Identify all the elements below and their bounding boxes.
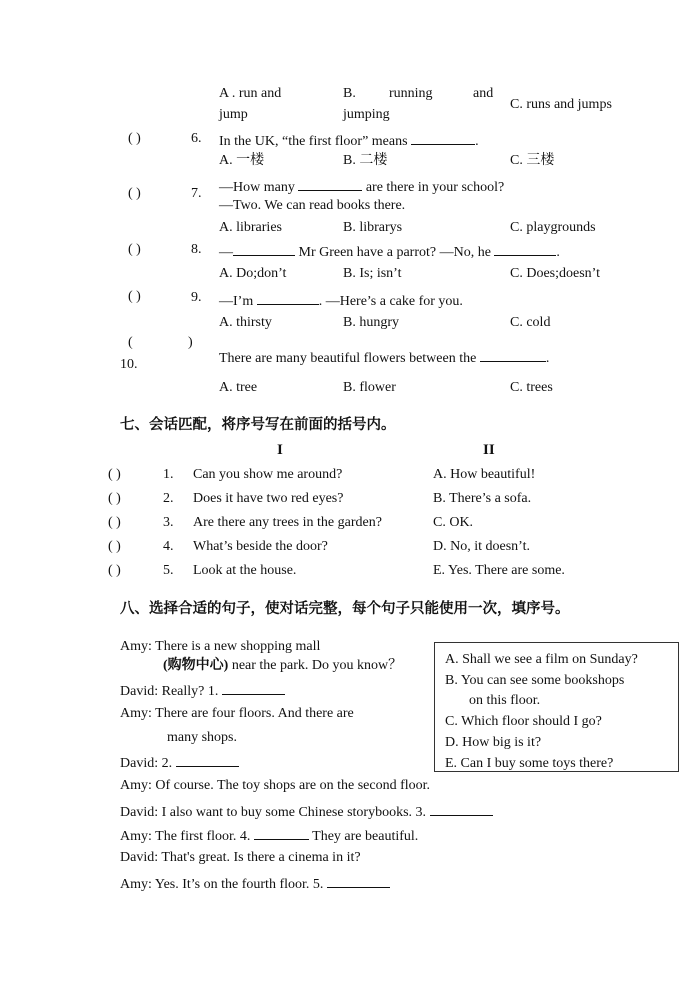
section-8-title: 八、选择合适的句子，使对话完整，每个句子只能使用一次，填序号。	[120, 601, 570, 617]
question-text-after: .	[556, 245, 560, 260]
sentence-option-b: B. You can see some bookshops	[445, 673, 625, 688]
question-number: 7.	[191, 186, 202, 201]
match-paren: ( )	[108, 563, 121, 578]
q5-option-c: C. runs and jumps	[510, 97, 612, 112]
answer-blank[interactable]	[430, 801, 493, 816]
dialogue-text: Amy: The first floor. 4.	[120, 829, 251, 844]
match-paren: ( )	[108, 515, 121, 530]
dialogue-line	[120, 752, 239, 773]
question-text-after: . —Here’s a cake for you.	[318, 294, 463, 309]
option-b: B. hungry	[343, 315, 399, 330]
question-number: 8.	[191, 242, 202, 257]
answer-paren-open: (	[128, 335, 133, 350]
answer-blank[interactable]	[254, 825, 309, 840]
dialogue-line	[120, 680, 285, 701]
question-text-after: are there in your school?	[365, 180, 505, 195]
answer-blank[interactable]	[411, 130, 475, 145]
answer-blank[interactable]	[257, 290, 319, 305]
answer-paren-close: )	[188, 335, 193, 350]
answer-paren: ( )	[128, 242, 141, 257]
question-text	[219, 347, 549, 368]
answer-paren: ( )	[128, 186, 141, 201]
q5-option-a-line2: jump	[219, 107, 248, 122]
option-b: B. librarys	[343, 220, 403, 235]
answer-blank[interactable]	[298, 176, 362, 191]
option-a: A. libraries	[219, 220, 282, 235]
question-text-before: —I’m	[219, 294, 254, 309]
answer-blank[interactable]	[327, 873, 390, 888]
option-c: C. trees	[510, 380, 553, 395]
option-a: A. 一楼	[219, 153, 265, 168]
answer-blank[interactable]	[176, 752, 239, 767]
answer-blank[interactable]	[233, 241, 295, 256]
answer-blank[interactable]	[480, 347, 546, 362]
dialogue-line	[120, 825, 418, 846]
answer-blank[interactable]	[494, 241, 556, 256]
question-line2: —Two. We can read books there.	[219, 198, 406, 213]
match-number: 2.	[163, 491, 174, 506]
q5-option-b-word1: running	[389, 86, 433, 101]
sentence-option-e: E. Can I buy some toys there?	[445, 756, 614, 771]
q5-option-b-and: and	[473, 86, 494, 101]
question-text-before: —How many	[219, 180, 295, 195]
option-a: A. thirsty	[219, 315, 272, 330]
sentence-option-c: C. Which floor should I go?	[445, 714, 602, 729]
match-paren: ( )	[108, 539, 121, 554]
q5-option-a-line1: A . run and	[219, 86, 282, 101]
match-number: 5.	[163, 563, 174, 578]
match-number: 3.	[163, 515, 174, 530]
question-text-after: .	[545, 351, 550, 366]
match-answer: B. There’s a sofa.	[433, 491, 532, 506]
answer-paren: ( )	[128, 131, 141, 146]
column-header-ii: II	[483, 442, 495, 458]
match-paren: ( )	[108, 491, 121, 506]
question-text	[219, 241, 560, 262]
dialogue-text: They are beautiful.	[312, 829, 419, 844]
question-text-after: .	[475, 134, 479, 149]
match-question: Can you show me around?	[193, 467, 343, 482]
dialogue-line: Amy: There are four floors. And there are	[120, 706, 354, 721]
q5-option-b-label: B.	[343, 86, 356, 101]
q5-option-b-line2: jumping	[343, 107, 390, 122]
match-number: 4.	[163, 539, 174, 554]
option-a: A. tree	[219, 380, 258, 395]
answer-paren: ( )	[128, 289, 141, 304]
option-c: C. cold	[510, 315, 551, 330]
answer-blank[interactable]	[222, 680, 285, 695]
question-text	[219, 130, 479, 151]
sentence-option-b-cont: on this floor.	[469, 693, 541, 708]
dialogue-text: David: I also want to buy some Chinese storybooks. 3.	[120, 805, 427, 820]
question-text	[219, 176, 504, 197]
dialogue-gloss: (购物中心)	[163, 658, 229, 673]
dialogue-line	[120, 801, 493, 822]
match-question: What’s beside the door?	[193, 539, 328, 554]
match-paren: ( )	[108, 467, 121, 482]
match-answer: D. No, it doesn’t.	[433, 539, 530, 554]
dialogue-line: David: That's great. Is there a cinema in it?	[120, 850, 361, 865]
dialogue-line: Amy: There is a new shopping mall	[120, 639, 321, 654]
sentence-option-d: D. How big is it?	[445, 735, 542, 750]
question-text	[219, 290, 463, 311]
dialogue-line: Amy: Of course. The toy shops are on the second floor.	[120, 778, 431, 793]
dialogue-text: near the park. Do you know？	[231, 658, 403, 673]
match-answer: E. Yes. There are some.	[433, 563, 565, 578]
option-c: C. Does;doesn’t	[510, 266, 600, 281]
option-a: A. Do;don’t	[219, 266, 287, 281]
question-text-mid: Mr Green have a parrot? —No, he	[298, 245, 491, 260]
match-answer: C. OK.	[433, 515, 474, 530]
dialogue-text: David: Really? 1.	[120, 684, 219, 699]
option-b: B. flower	[343, 380, 396, 395]
option-b: B. Is; isn’t	[343, 266, 402, 281]
question-text-before: In the UK, “the first floor” means	[219, 134, 408, 149]
match-number: 1.	[163, 467, 174, 482]
column-header-i: I	[277, 442, 283, 458]
question-number: 9.	[191, 290, 202, 305]
dialogue-text: David: 2.	[120, 756, 173, 771]
dialogue-line: many shops.	[167, 730, 237, 745]
question-text-before: —	[219, 245, 233, 260]
match-question: Are there any trees in the garden?	[193, 515, 382, 530]
question-number: 6.	[191, 131, 202, 146]
dialogue-line	[120, 873, 390, 894]
match-answer: A. How beautiful!	[433, 467, 536, 482]
dialogue-text: Amy: Yes. It’s on the fourth floor. 5.	[120, 877, 324, 892]
section-7-title: 七、会话匹配，将序号写在前面的括号内。	[120, 417, 396, 433]
sentence-option-a: A. Shall we see a film on Sunday?	[445, 652, 638, 667]
option-c: C. 三楼	[510, 153, 555, 168]
dialogue-line	[163, 657, 402, 675]
question-number: 10.	[120, 357, 138, 372]
match-question: Look at the house.	[193, 563, 297, 578]
match-question: Does it have two red eyes?	[193, 491, 344, 506]
option-b: B. 二楼	[343, 153, 388, 168]
question-text-before: There are many beautiful flowers between the	[219, 351, 477, 366]
option-c: C. playgrounds	[510, 220, 596, 235]
